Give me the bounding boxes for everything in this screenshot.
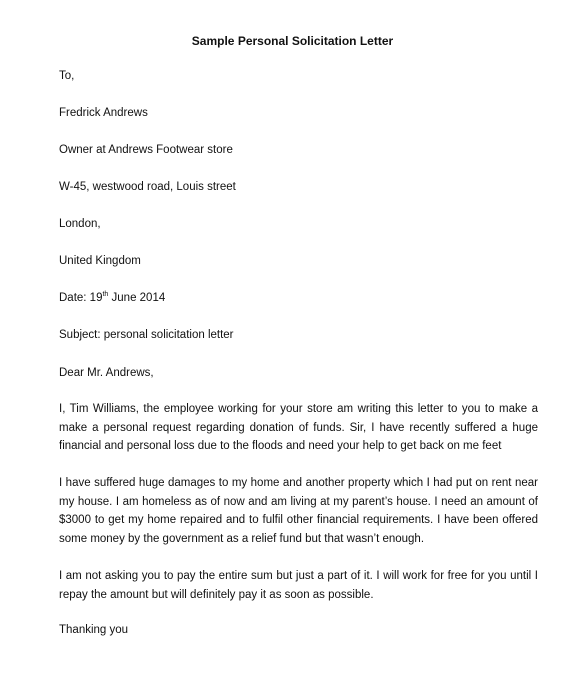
date-suffix: th — [102, 291, 109, 299]
address-line: W-45, westwood road, Louis street — [59, 181, 236, 193]
letter-title: Sample Personal Solicitation Letter — [191, 34, 394, 48]
salutation-to: To, — [59, 70, 75, 82]
greeting: Dear Mr. Andrews, — [59, 367, 154, 379]
letter-date — [59, 292, 165, 304]
country: United Kingdom — [59, 255, 141, 267]
body-paragraph-3: I am not asking you to pay the entire sum but just a part of it. I will work for free for you until I repay the amount but will definitely pay it as soon as possible. — [59, 570, 538, 601]
date-rest: June 2014 — [108, 292, 166, 304]
recipient-name: Fredrick Andrews — [59, 107, 148, 119]
closing: Thanking you — [59, 624, 129, 636]
recipient-title: Owner at Andrews Footwear store — [59, 144, 233, 156]
body-paragraph-1: I, Tim Williams, the employee working for your store am writing this letter to you to make a make a personal request regarding donation of funds. Sir, I have recently suffered a huge financial and personal loss due to the floods and need your help to get back on me feet — [59, 403, 538, 452]
subject-line: Subject: personal solicitation letter — [59, 329, 234, 341]
date-prefix: Date: 19 — [59, 292, 103, 304]
city: London, — [59, 218, 101, 230]
body-paragraph-2: I have suffered huge damages to my home and another property which I had put on rent near my house. I am homeless as of now and am living at my parent’s house. I need an amount of $3000 to get my home repaired and to fulfil other financial requirements. I have been offered some money by the government as a relief fund but that wasn’t enough. — [59, 477, 538, 545]
